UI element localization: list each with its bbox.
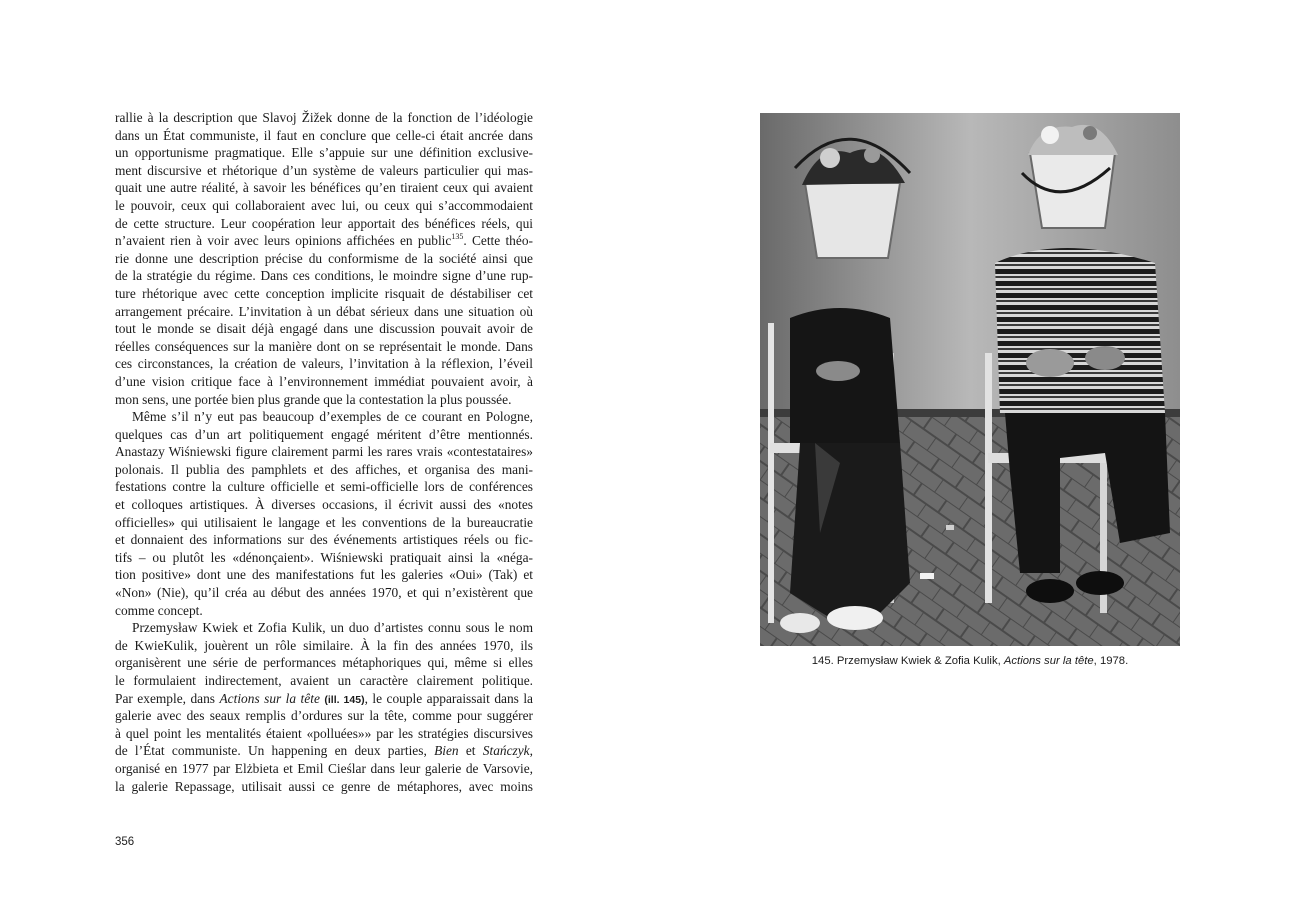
text-segment: Par exemple, dans (115, 690, 220, 706)
text-line: quelques cas d’un art politiquement engagé méritent d’être mentionnés. (115, 426, 533, 442)
text-line: mon sens, une portée bien plus grande que la contestation la plus poussée. (115, 391, 512, 407)
text-line (115, 690, 533, 708)
text-line (115, 742, 533, 760)
text-line: dans un État communiste, il faut en conclure que celle-ci était ancrée dans (115, 127, 533, 143)
text-line: un opportunisme pragmatique. Elle s’appuie sur une définition exclusive- (115, 145, 533, 161)
text-segment: et (458, 743, 483, 759)
text-line: arrangement précaire. L’invitation à un débat sérieux dans une situation où (115, 303, 533, 319)
text-line: ture rhétorique avec cette conception implicite risquait de déstabiliser cet (115, 285, 533, 301)
text-line: de la stratégie du régime. Dans ces conditions, le moindre signe d’une rup- (115, 268, 533, 284)
text-line: réelles conséquences sur la manière dont on se représentait le monde. Dans (115, 338, 533, 354)
text-line: tifs – ou plutôt les «dénonçaient». Wiśniewski pratiquait ainsi la «néga- (115, 549, 533, 565)
text-segment: donne une description précise du conformisme de la société ainsi que (135, 250, 533, 266)
artwork-title: Stańczyk (482, 743, 530, 759)
text-line: polonais. Il publia des pamphlets et des affiches, et organisa des mani- (115, 461, 533, 477)
text-line: organisé en 1977 par Elżbieta et Emil Cieślar dans leur galerie de Varsovie, (115, 760, 533, 776)
page-number: 356 (115, 836, 135, 848)
text-line: de cette structure. Leur coopération leur apportait des bénéfices réels, qui (115, 215, 533, 231)
text-line: festations contre la culture officielle et semi-officielle lors de conférences (115, 479, 533, 495)
text-line: organisèrent une série de performances métaphoriques qui, même si elles (115, 655, 533, 671)
caption-title: Actions sur la tête (1003, 655, 1094, 667)
text-line: et donnaient des informations sur des événements artistiques réels ou fic- (115, 532, 533, 548)
footnote-marker[interactable]: 135 (451, 232, 464, 242)
text-segment: rie (115, 250, 130, 266)
caption-text: 145. Przemysław Kwiek & Zofia Kulik, (811, 655, 1004, 667)
text-line: quait une autre réalité, à savoir les bénéfices qu’en tiraient ceux qui avaient (115, 180, 533, 196)
text-line: d’une vision critique face à l’environnement immédiat pouvaient avoir, à (115, 373, 533, 389)
text-line: Przemysław Kwiek et Zofia Kulik, un duo d’artistes connu sous le nom (132, 620, 533, 636)
text-line (115, 250, 533, 268)
text-line: «Non» (Nie), qu’il créa au début des années 1970, et qui n’existèrent que (115, 585, 533, 601)
main-text-column (115, 109, 533, 795)
text-line: le pouvoir, ceux qui collaboraient avec lui, ou ceux qui s’accommodaient (115, 197, 533, 213)
artwork-title: Bien (434, 743, 459, 759)
text-segment: . Cette théo- (463, 233, 533, 249)
text-line: tion positive» dont une des manifestations fut les galeries «Oui» (Tak) et (115, 567, 533, 583)
text-line: ment discursive et rhétorique d’un système de valeurs particulier qui mas- (115, 162, 533, 178)
text-line: le formulaient indirectement, avaient un caractère clairement politique. (115, 673, 533, 688)
figure-photo (760, 113, 1180, 646)
text-line: officielles» qui utilisaient le langage et les conventions de la bureaucratie (115, 514, 533, 530)
figure-caption (760, 655, 1180, 667)
text-segment: , (529, 743, 533, 759)
text-line: ces circonstances, la création de valeurs, l’invitation à la réflexion, l’éveil (115, 356, 533, 372)
artwork-title: Actions sur la tête (219, 690, 320, 706)
text-line: galerie avec des seaux remplis d’ordures sur la tête, comme pour suggérer (115, 708, 533, 724)
figure-reference[interactable]: (ill. 145) (324, 693, 365, 706)
text-line: à quel point les mentalités étaient «polluées»» par les stratégies discursives (115, 725, 533, 741)
text-segment: n’avaient rien à voir avec leurs opinions affichées en public (115, 233, 452, 249)
text-segment: , le couple apparaissait dans la (364, 690, 533, 706)
text-segment: de l’État communiste. Un happening en deux parties, (115, 743, 435, 759)
text-line: Anastazy Wiśniewski figure clairement parmi les rares vrais «contestataires» (115, 444, 533, 460)
photo-two-people-buckets-icon (760, 113, 1180, 646)
text-line: tout le monde se disait déjà engagé dans une discussion pouvait avoir de (115, 321, 533, 337)
text-line: rallie à la description que Slavoj Žižek donne de la fonction de l’idéologie (115, 110, 533, 125)
text-line: la galerie Repassage, utilisait aussi ce genre de métaphores, avec moins (115, 778, 533, 794)
caption-text: , 1978. (1093, 655, 1129, 667)
text-line (115, 232, 533, 250)
text-line: et colloques artistiques. À diverses occasions, il écrivit aussi des «notes (115, 497, 533, 513)
text-line: Même s’il n’y eut pas beaucoup d’exemples de ce courant en Pologne, (132, 409, 533, 425)
text-line: de KwieKulik, jouèrent un rôle similaire. À la fin des années 1970, ils (115, 637, 533, 653)
text-line: comme concept. (115, 602, 203, 618)
